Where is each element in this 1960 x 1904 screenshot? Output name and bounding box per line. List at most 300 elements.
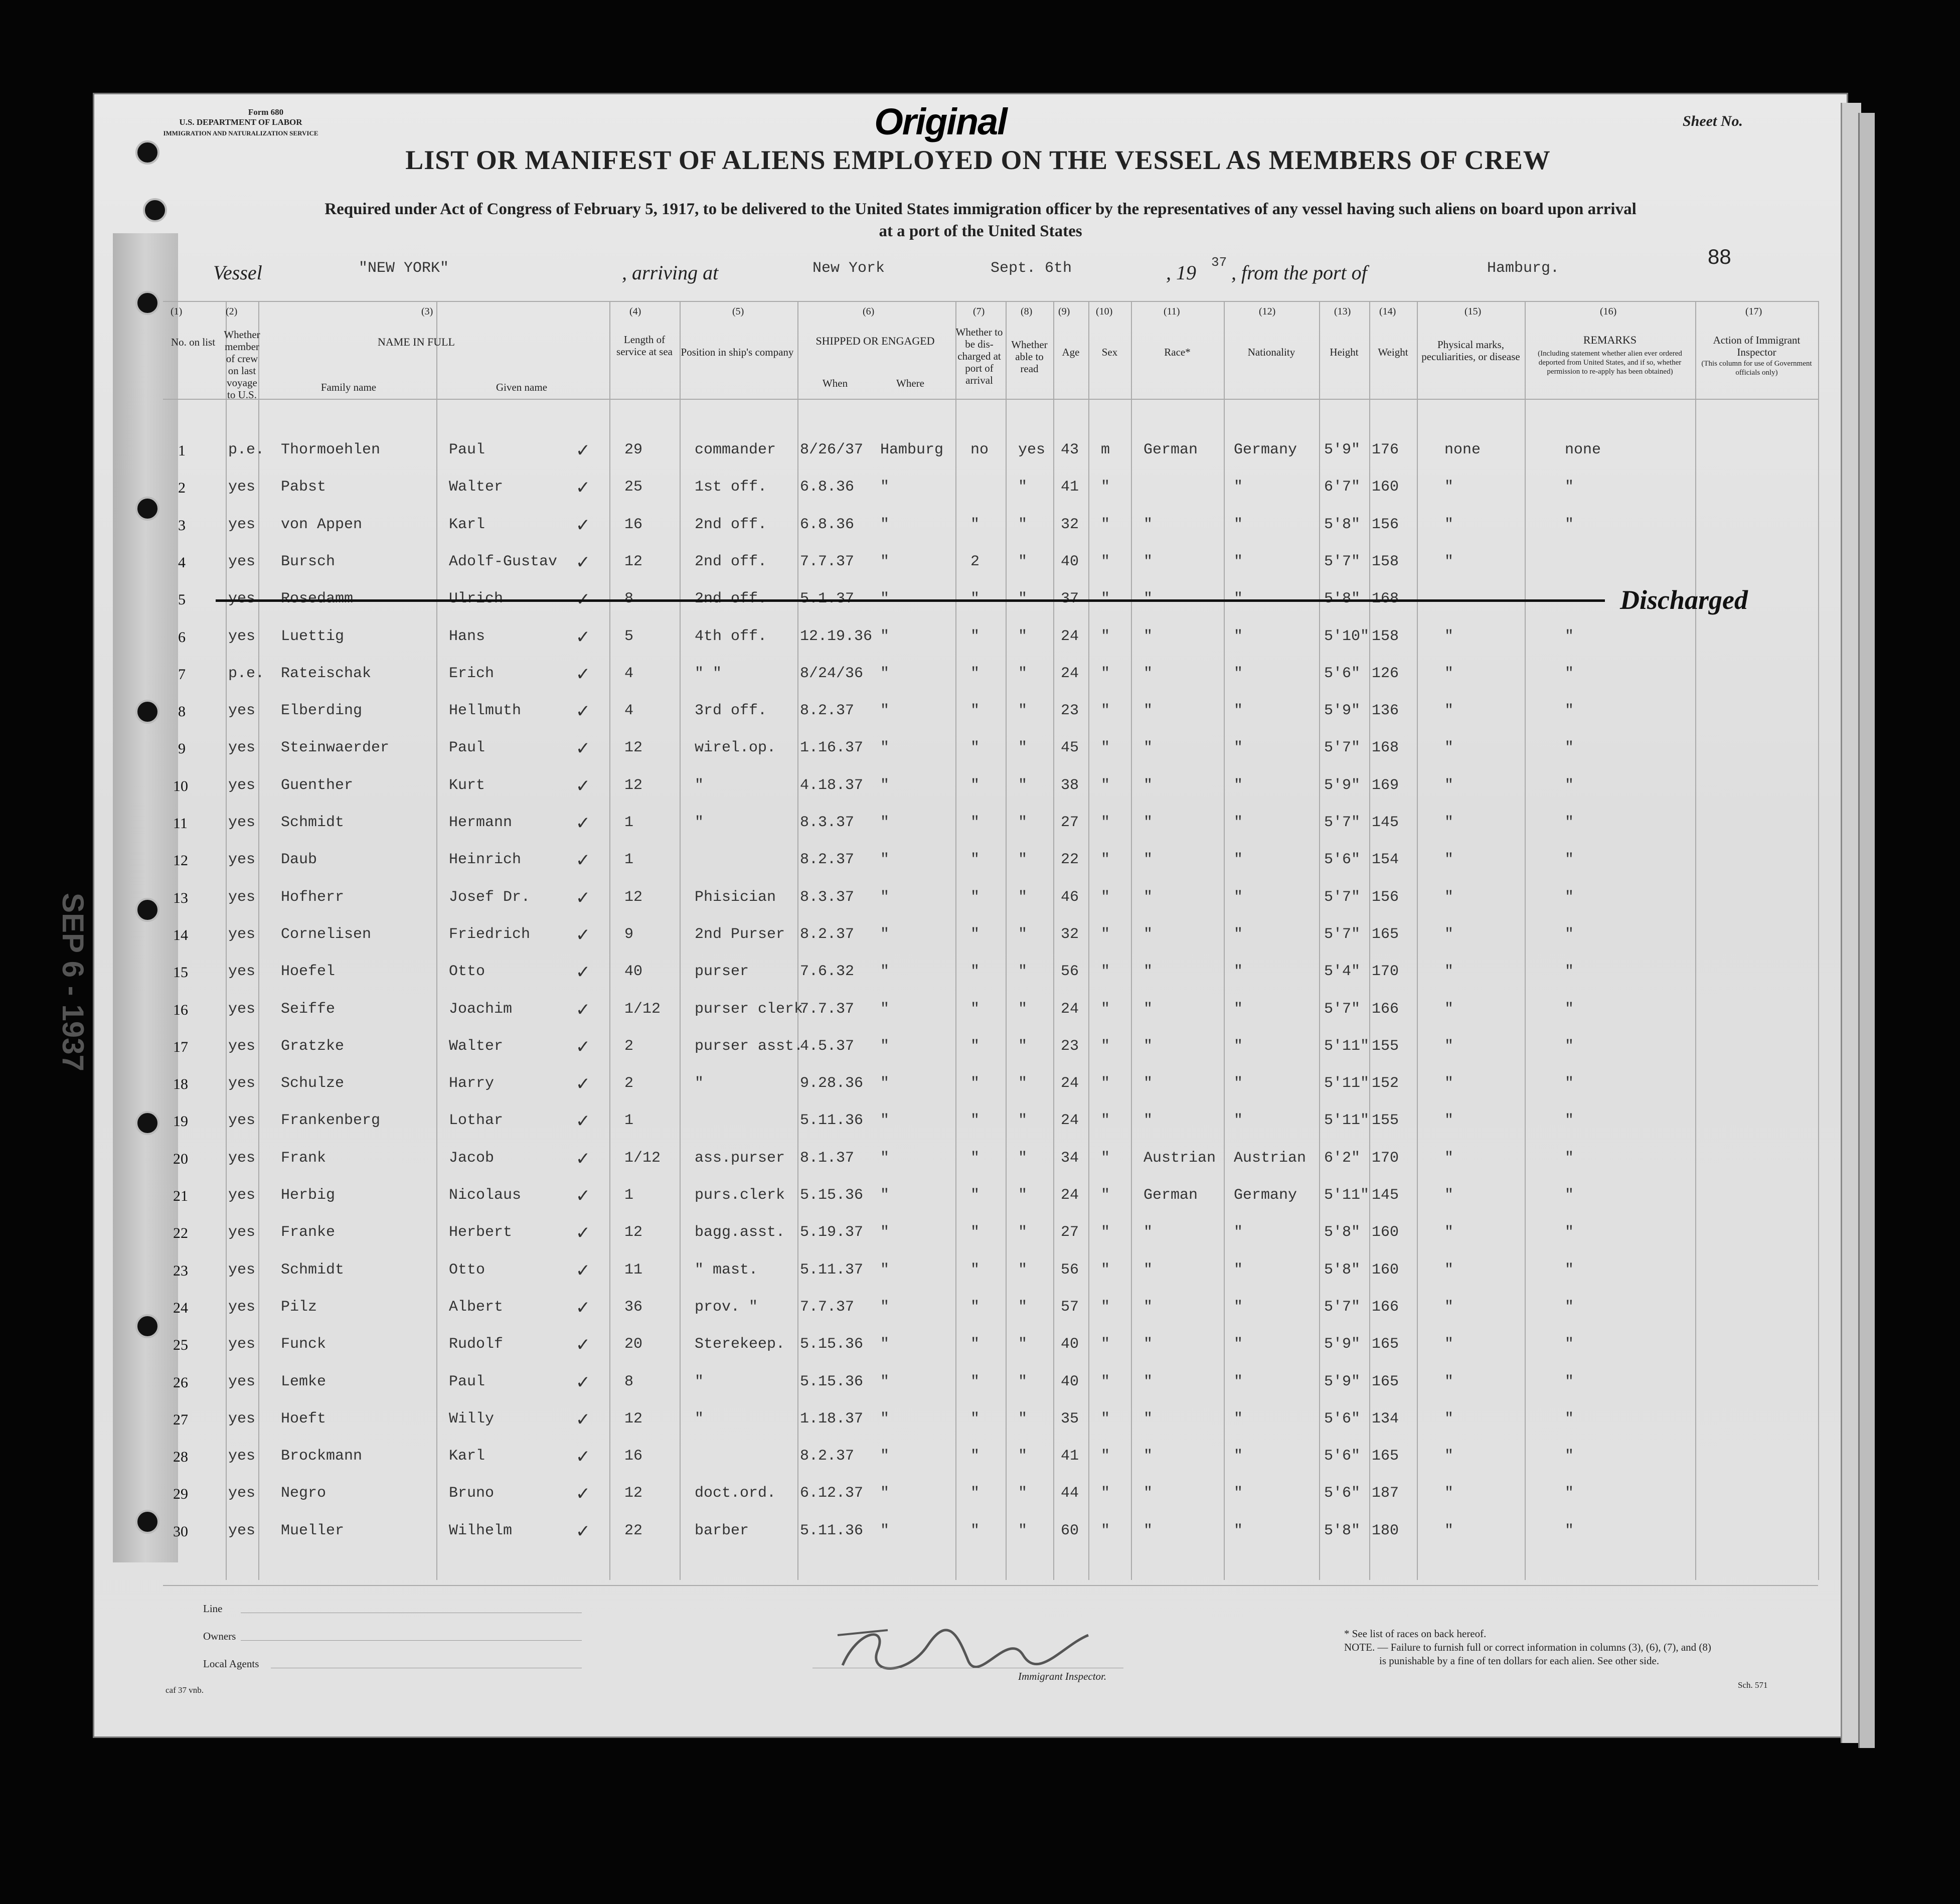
row-number: 3 bbox=[178, 517, 186, 534]
cell-race: " bbox=[1144, 1373, 1153, 1390]
cell-where: " bbox=[880, 777, 890, 794]
cell-when: 1.16.37 bbox=[800, 739, 864, 756]
cell-position: purser clerk bbox=[695, 1001, 803, 1018]
cell-family: Rosedamm bbox=[281, 590, 354, 607]
cell-when: 8/26/37 bbox=[800, 441, 864, 458]
cell-race: " bbox=[1144, 1001, 1153, 1018]
cell-height: 5'9" bbox=[1324, 777, 1361, 794]
cell-where: " bbox=[880, 1001, 890, 1018]
cell-marks: " bbox=[1444, 1448, 1454, 1465]
cell-prev: yes bbox=[228, 1522, 256, 1539]
cell-service: 2 bbox=[624, 1075, 634, 1092]
cell-when: 6.12.37 bbox=[800, 1485, 864, 1502]
header-c8: Whether able to read bbox=[1011, 339, 1048, 375]
cell-prev: yes bbox=[228, 1261, 256, 1279]
cell-height: 5'6" bbox=[1324, 851, 1361, 868]
cell-marks: " bbox=[1444, 516, 1454, 533]
header-c5: Position in ship's company bbox=[681, 346, 794, 358]
cell-where: " bbox=[880, 553, 890, 570]
cell-remarks: " bbox=[1565, 889, 1574, 906]
cell-read: " bbox=[1018, 1001, 1028, 1018]
cell-given: Ulrich bbox=[449, 590, 504, 607]
cell-family: Pabst bbox=[281, 479, 326, 496]
cell-read: " bbox=[1018, 628, 1028, 645]
column-rule bbox=[1319, 301, 1320, 1580]
cell-race: " bbox=[1144, 1336, 1153, 1353]
cell-position: " " bbox=[695, 665, 722, 682]
cell-family: Mueller bbox=[281, 1522, 345, 1539]
cell-when: 5.11.36 bbox=[800, 1522, 864, 1539]
cell-prev: yes bbox=[228, 1410, 256, 1427]
cell-weight: 160 bbox=[1372, 479, 1399, 496]
cell-weight: 158 bbox=[1372, 553, 1399, 570]
row-number: 18 bbox=[173, 1076, 188, 1092]
column-number: (16) bbox=[1600, 306, 1617, 317]
cell-marks: " bbox=[1444, 1150, 1454, 1167]
cell-remarks: " bbox=[1565, 777, 1574, 794]
cell-age: 44 bbox=[1061, 1485, 1079, 1502]
column-rule bbox=[680, 301, 681, 1580]
header-c15: Physical marks, peculiarities, or disease bbox=[1421, 339, 1520, 363]
cell-service: 5 bbox=[624, 628, 634, 645]
cell-age: 27 bbox=[1061, 1224, 1079, 1241]
check-mark-icon: ✓ bbox=[577, 1335, 589, 1357]
cell-remarks: " bbox=[1565, 1224, 1574, 1241]
cell-age: 38 bbox=[1061, 777, 1079, 794]
header-c6: SHIPPED OR ENGAGED bbox=[815, 335, 935, 347]
cell-position: 1st off. bbox=[695, 479, 767, 496]
cell-marks: " bbox=[1444, 1261, 1454, 1279]
cell-sex: " bbox=[1101, 1075, 1110, 1092]
cell-weight: 134 bbox=[1372, 1410, 1399, 1427]
check-mark-icon: ✓ bbox=[577, 552, 589, 575]
cell-position: 2nd off. bbox=[695, 553, 767, 570]
cell-sex: " bbox=[1101, 1299, 1110, 1316]
cell-prev: yes bbox=[228, 926, 256, 943]
cell-read: " bbox=[1018, 1373, 1028, 1390]
cell-marks: " bbox=[1444, 1336, 1454, 1353]
cell-family: Luettig bbox=[281, 628, 345, 645]
binding-hole bbox=[135, 1314, 159, 1338]
cell-read: " bbox=[1018, 665, 1028, 682]
cell-prev: yes bbox=[228, 1001, 256, 1018]
header-c13: Height bbox=[1330, 346, 1359, 358]
cell-marks: " bbox=[1444, 926, 1454, 943]
column-rule bbox=[1131, 301, 1132, 1580]
column-number: (10) bbox=[1096, 306, 1113, 317]
cell-given: Herbert bbox=[449, 1224, 513, 1241]
cell-service: 11 bbox=[624, 1261, 643, 1279]
cell-disch: " bbox=[970, 1485, 980, 1502]
cell-remarks: " bbox=[1565, 665, 1574, 682]
cell-position: " bbox=[695, 1373, 704, 1390]
cell-given: Joachim bbox=[449, 1001, 513, 1018]
cell-service: 16 bbox=[624, 1448, 643, 1465]
column-rule bbox=[436, 301, 437, 1580]
cell-prev: yes bbox=[228, 516, 256, 533]
cell-read: " bbox=[1018, 1448, 1028, 1465]
cell-height: 5'7" bbox=[1324, 1299, 1361, 1316]
cell-weight: 160 bbox=[1372, 1261, 1399, 1279]
cell-weight: 169 bbox=[1372, 777, 1399, 794]
cell-position: Phisician bbox=[695, 889, 776, 906]
cell-where: " bbox=[880, 1336, 890, 1353]
cell-height: 5'4" bbox=[1324, 963, 1361, 980]
cell-read: " bbox=[1018, 889, 1028, 906]
cell-disch: " bbox=[970, 851, 980, 868]
cell-family: Thormoehlen bbox=[281, 441, 381, 458]
cell-prev: yes bbox=[228, 1112, 256, 1129]
header-c7: Whether to be dis-charged at port of arrival bbox=[955, 326, 1003, 386]
row-rule bbox=[163, 1585, 1818, 1586]
cell-family: Cornelisen bbox=[281, 926, 372, 943]
cell-height: 5'9" bbox=[1324, 1373, 1361, 1390]
cell-sex: " bbox=[1101, 1001, 1110, 1018]
cell-weight: 170 bbox=[1372, 1150, 1399, 1167]
column-number: (9) bbox=[1058, 306, 1070, 317]
cell-height: 5'11" bbox=[1324, 1038, 1370, 1055]
cell-service: 12 bbox=[624, 553, 643, 570]
cell-remarks: " bbox=[1565, 1336, 1574, 1353]
cell-read: " bbox=[1018, 814, 1028, 831]
check-mark-icon: ✓ bbox=[577, 776, 589, 799]
cell-nat: " bbox=[1234, 1522, 1243, 1539]
cell-disch: " bbox=[970, 926, 980, 943]
sheet-number-value: 88 bbox=[1708, 245, 1731, 268]
cell-where: " bbox=[880, 1224, 890, 1241]
cell-race: " bbox=[1144, 702, 1153, 719]
column-rule bbox=[797, 301, 798, 1580]
check-mark-icon: ✓ bbox=[577, 627, 589, 650]
cell-prev: yes bbox=[228, 1075, 256, 1092]
cell-disch: no bbox=[970, 441, 989, 458]
footer-owners-label: Owners bbox=[203, 1630, 236, 1642]
cell-weight: 165 bbox=[1372, 1373, 1399, 1390]
cell-height: 5'7" bbox=[1324, 889, 1361, 906]
cell-prev: yes bbox=[228, 1373, 256, 1390]
cell-weight: 166 bbox=[1372, 1299, 1399, 1316]
cell-given: Lothar bbox=[449, 1112, 504, 1129]
cell-family: Herbig bbox=[281, 1187, 336, 1204]
cell-weight: 168 bbox=[1372, 590, 1399, 607]
cell-given: Paul bbox=[449, 441, 485, 458]
cell-race: " bbox=[1144, 739, 1153, 756]
cell-nat: " bbox=[1234, 1001, 1243, 1018]
cell-service: 1 bbox=[624, 1112, 634, 1129]
row-number: 13 bbox=[173, 890, 188, 906]
cell-position: 2nd off. bbox=[695, 516, 767, 533]
cell-where: " bbox=[880, 1373, 890, 1390]
cell-family: Hoefel bbox=[281, 963, 336, 980]
cell-position: " mast. bbox=[695, 1261, 758, 1279]
cell-height: 5'11" bbox=[1324, 1075, 1370, 1092]
cell-nat: " bbox=[1234, 1410, 1243, 1427]
header-c17: Action of Immigrant Inspector bbox=[1713, 334, 1801, 358]
page-subtitle bbox=[171, 198, 1790, 242]
cell-family: Hofherr bbox=[281, 889, 345, 906]
strike-through-line bbox=[216, 599, 1605, 602]
cell-when: 8.2.37 bbox=[800, 926, 855, 943]
cell-prev: yes bbox=[228, 1038, 256, 1055]
cell-given: Willy bbox=[449, 1410, 495, 1427]
row-number: 11 bbox=[173, 815, 188, 832]
cell-sex: " bbox=[1101, 1522, 1110, 1539]
cell-when: 4.18.37 bbox=[800, 777, 864, 794]
inspector-label: Immigrant Inspector. bbox=[1018, 1670, 1107, 1682]
cell-nat: " bbox=[1234, 1112, 1243, 1129]
cell-nat: " bbox=[1234, 516, 1243, 533]
cell-disch: " bbox=[970, 777, 980, 794]
cell-where: " bbox=[880, 851, 890, 868]
check-mark-icon: ✓ bbox=[577, 925, 589, 947]
cell-nat: " bbox=[1234, 1373, 1243, 1390]
header-c3: NAME IN FULL bbox=[378, 336, 455, 348]
cell-race: " bbox=[1144, 1224, 1153, 1241]
cell-disch: " bbox=[970, 814, 980, 831]
cell-read: yes bbox=[1018, 441, 1046, 458]
cell-weight: 152 bbox=[1372, 1075, 1399, 1092]
cell-service: 8 bbox=[624, 1373, 634, 1390]
cell-race: " bbox=[1144, 1299, 1153, 1316]
column-number: (3) bbox=[421, 306, 433, 317]
cell-height: 5'8" bbox=[1324, 1224, 1361, 1241]
column-rule bbox=[1369, 301, 1370, 1580]
cell-race: " bbox=[1144, 1075, 1153, 1092]
cell-weight: 136 bbox=[1372, 702, 1399, 719]
check-mark-icon: ✓ bbox=[577, 1260, 589, 1283]
cell-sex: " bbox=[1101, 590, 1110, 607]
cell-read: " bbox=[1018, 1224, 1028, 1241]
column-rule bbox=[1006, 301, 1007, 1580]
cell-disch: " bbox=[970, 702, 980, 719]
cell-disch: " bbox=[970, 1038, 980, 1055]
cell-where: " bbox=[880, 1299, 890, 1316]
cell-race: " bbox=[1144, 590, 1153, 607]
cell-marks: " bbox=[1444, 777, 1454, 794]
cell-service: 1 bbox=[624, 814, 634, 831]
cell-when: 6.8.36 bbox=[800, 516, 855, 533]
cell-age: 41 bbox=[1061, 1448, 1079, 1465]
cell-when: 7.6.32 bbox=[800, 963, 855, 980]
cell-nat: " bbox=[1234, 777, 1243, 794]
check-mark-icon: ✓ bbox=[577, 738, 589, 761]
cell-remarks: " bbox=[1565, 1112, 1574, 1129]
cell-age: 24 bbox=[1061, 1112, 1079, 1129]
cell-height: 5'9" bbox=[1324, 1336, 1361, 1353]
cell-where: " bbox=[880, 1448, 890, 1465]
header-c3b: Given name bbox=[496, 381, 548, 393]
cell-nat: Germany bbox=[1234, 441, 1297, 458]
header-c17b: (This column for use of Government officials only) bbox=[1701, 360, 1812, 377]
cell-disch: " bbox=[970, 1001, 980, 1018]
cell-read: " bbox=[1018, 1336, 1028, 1353]
cell-sex: " bbox=[1101, 777, 1110, 794]
cell-given: Paul bbox=[449, 739, 485, 756]
cell-marks: none bbox=[1444, 441, 1481, 458]
cell-marks: " bbox=[1444, 963, 1454, 980]
check-mark-icon: ✓ bbox=[577, 1521, 589, 1544]
page-edge bbox=[1858, 113, 1875, 1748]
cell-family: Frankenberg bbox=[281, 1112, 381, 1129]
cell-marks: " bbox=[1444, 851, 1454, 868]
cell-age: 24 bbox=[1061, 1001, 1079, 1018]
cell-position: " bbox=[695, 814, 704, 831]
cell-position: 2nd Purser bbox=[695, 926, 785, 943]
cell-marks: " bbox=[1444, 1075, 1454, 1092]
cell-family: von Appen bbox=[281, 516, 363, 533]
header-c11: Race* bbox=[1164, 346, 1191, 358]
cell-prev: yes bbox=[228, 1224, 256, 1241]
cell-weight: 155 bbox=[1372, 1038, 1399, 1055]
cell-marks: " bbox=[1444, 1112, 1454, 1129]
cell-family: Daub bbox=[281, 851, 317, 868]
column-number: (4) bbox=[629, 306, 641, 317]
cell-read: " bbox=[1018, 739, 1028, 756]
cell-when: 8.3.37 bbox=[800, 814, 855, 831]
vessel-label: Vessel bbox=[213, 261, 262, 284]
cell-sex: m bbox=[1101, 441, 1110, 458]
cell-height: 5'11" bbox=[1324, 1112, 1370, 1129]
cell-remarks: " bbox=[1565, 1075, 1574, 1092]
cell-service: 16 bbox=[624, 516, 643, 533]
cell-remarks: " bbox=[1565, 1522, 1574, 1539]
cell-disch: " bbox=[970, 516, 980, 533]
cell-age: 57 bbox=[1061, 1299, 1079, 1316]
cell-prev: yes bbox=[228, 1448, 256, 1465]
cell-disch: " bbox=[970, 1522, 980, 1539]
cell-sex: " bbox=[1101, 1485, 1110, 1502]
cell-service: 12 bbox=[624, 1410, 643, 1427]
from-port: Hamburg. bbox=[1487, 260, 1560, 277]
row-number: 15 bbox=[173, 964, 188, 981]
cell-nat: " bbox=[1234, 1261, 1243, 1279]
cell-family: Gratzke bbox=[281, 1038, 345, 1055]
cell-given: Otto bbox=[449, 963, 485, 980]
row-number: 4 bbox=[178, 554, 186, 571]
cell-sex: " bbox=[1101, 516, 1110, 533]
check-mark-icon: ✓ bbox=[577, 1074, 589, 1096]
check-mark-icon: ✓ bbox=[577, 1447, 589, 1469]
binding-hole bbox=[143, 198, 167, 222]
cell-when: 5.11.37 bbox=[800, 1261, 864, 1279]
cell-age: 22 bbox=[1061, 851, 1079, 868]
cell-age: 43 bbox=[1061, 441, 1079, 458]
races-note: * See list of races on back hereof. bbox=[1344, 1628, 1487, 1640]
check-mark-icon: ✓ bbox=[577, 1484, 589, 1506]
binding-hole bbox=[135, 898, 159, 922]
cell-service: 12 bbox=[624, 889, 643, 906]
cell-nat: " bbox=[1234, 1448, 1243, 1465]
check-mark-icon: ✓ bbox=[577, 664, 589, 687]
cell-service: 12 bbox=[624, 1485, 643, 1502]
cell-weight: 180 bbox=[1372, 1522, 1399, 1539]
cell-height: 5'9" bbox=[1324, 702, 1361, 719]
column-rule bbox=[1818, 301, 1819, 1580]
cell-when: 7.7.37 bbox=[800, 553, 855, 570]
cell-when: 5.15.36 bbox=[800, 1336, 864, 1353]
cell-read: " bbox=[1018, 479, 1028, 496]
cell-family: Schmidt bbox=[281, 814, 345, 831]
cell-marks: " bbox=[1444, 1001, 1454, 1018]
cell-read: " bbox=[1018, 926, 1028, 943]
cell-when: 7.7.37 bbox=[800, 1001, 855, 1018]
cell-when: 1.18.37 bbox=[800, 1410, 864, 1427]
cell-weight: 145 bbox=[1372, 1187, 1399, 1204]
cell-race: " bbox=[1144, 777, 1153, 794]
cell-when: 5.15.36 bbox=[800, 1187, 864, 1204]
cell-when: 6.8.36 bbox=[800, 479, 855, 496]
cell-read: " bbox=[1018, 702, 1028, 719]
cell-given: Wilhelm bbox=[449, 1522, 513, 1539]
cell-given: Albert bbox=[449, 1299, 504, 1316]
cell-when: 12.19.36 bbox=[800, 628, 873, 645]
cell-where: " bbox=[880, 1485, 890, 1502]
cell-where: " bbox=[880, 1410, 890, 1427]
cell-where: " bbox=[880, 814, 890, 831]
cell-position: 4th off. bbox=[695, 628, 767, 645]
cell-read: " bbox=[1018, 590, 1028, 607]
row-number: 6 bbox=[178, 629, 186, 646]
from-port-label: , from the port of bbox=[1231, 261, 1367, 284]
cell-position: 3rd off. bbox=[695, 702, 767, 719]
cell-sex: " bbox=[1101, 926, 1110, 943]
cell-prev: yes bbox=[228, 739, 256, 756]
cell-height: 6'2" bbox=[1324, 1150, 1361, 1167]
header-c14: Weight bbox=[1378, 346, 1408, 358]
cell-height: 5'6" bbox=[1324, 665, 1361, 682]
row-number: 26 bbox=[173, 1374, 188, 1391]
cell-sex: " bbox=[1101, 1112, 1110, 1129]
cell-age: 32 bbox=[1061, 926, 1079, 943]
cell-prev: yes bbox=[228, 553, 256, 570]
cell-position: doct.ord. bbox=[695, 1485, 776, 1502]
cell-disch: " bbox=[970, 1261, 980, 1279]
column-number: (8) bbox=[1021, 306, 1033, 317]
cell-nat: " bbox=[1234, 479, 1243, 496]
column-rule bbox=[955, 301, 956, 1580]
cell-family: Frank bbox=[281, 1150, 326, 1167]
cell-given: Kurt bbox=[449, 777, 485, 794]
cell-when: 8.2.37 bbox=[800, 702, 855, 719]
cell-height: 5'7" bbox=[1324, 553, 1361, 570]
footer-owners-rule bbox=[241, 1640, 582, 1641]
cell-remarks: " bbox=[1565, 628, 1574, 645]
cell-race: " bbox=[1144, 516, 1153, 533]
cell-weight: 170 bbox=[1372, 963, 1399, 980]
cell-family: Elberding bbox=[281, 702, 363, 719]
cell-when: 7.7.37 bbox=[800, 1299, 855, 1316]
cell-position: prov. " bbox=[695, 1299, 758, 1316]
cell-weight: 145 bbox=[1372, 814, 1399, 831]
cell-marks: " bbox=[1444, 479, 1454, 496]
cell-height: 5'7" bbox=[1324, 814, 1361, 831]
cell-prev: yes bbox=[228, 851, 256, 868]
header-c2: Whether member of crew on last voyage to U.S. bbox=[224, 329, 260, 401]
cell-given: Adolf-Gustav bbox=[449, 553, 558, 570]
header-c16b: (Including statement whether alien ever ordered deported from United States, and if so, whether permission to re-apply has been obtained) bbox=[1538, 350, 1682, 376]
cell-remarks: " bbox=[1565, 1001, 1574, 1018]
cell-nat: " bbox=[1234, 1224, 1243, 1241]
cell-weight: 165 bbox=[1372, 1448, 1399, 1465]
cell-given: Heinrich bbox=[449, 851, 522, 868]
cell-age: 27 bbox=[1061, 814, 1079, 831]
cell-disch: " bbox=[970, 1224, 980, 1241]
header-c6b: Where bbox=[896, 377, 924, 389]
cell-given: Karl bbox=[449, 516, 485, 533]
year-suffix: 37 bbox=[1211, 255, 1227, 270]
check-mark-icon: ✓ bbox=[577, 1149, 589, 1171]
footer-line-label: Line bbox=[203, 1603, 223, 1615]
